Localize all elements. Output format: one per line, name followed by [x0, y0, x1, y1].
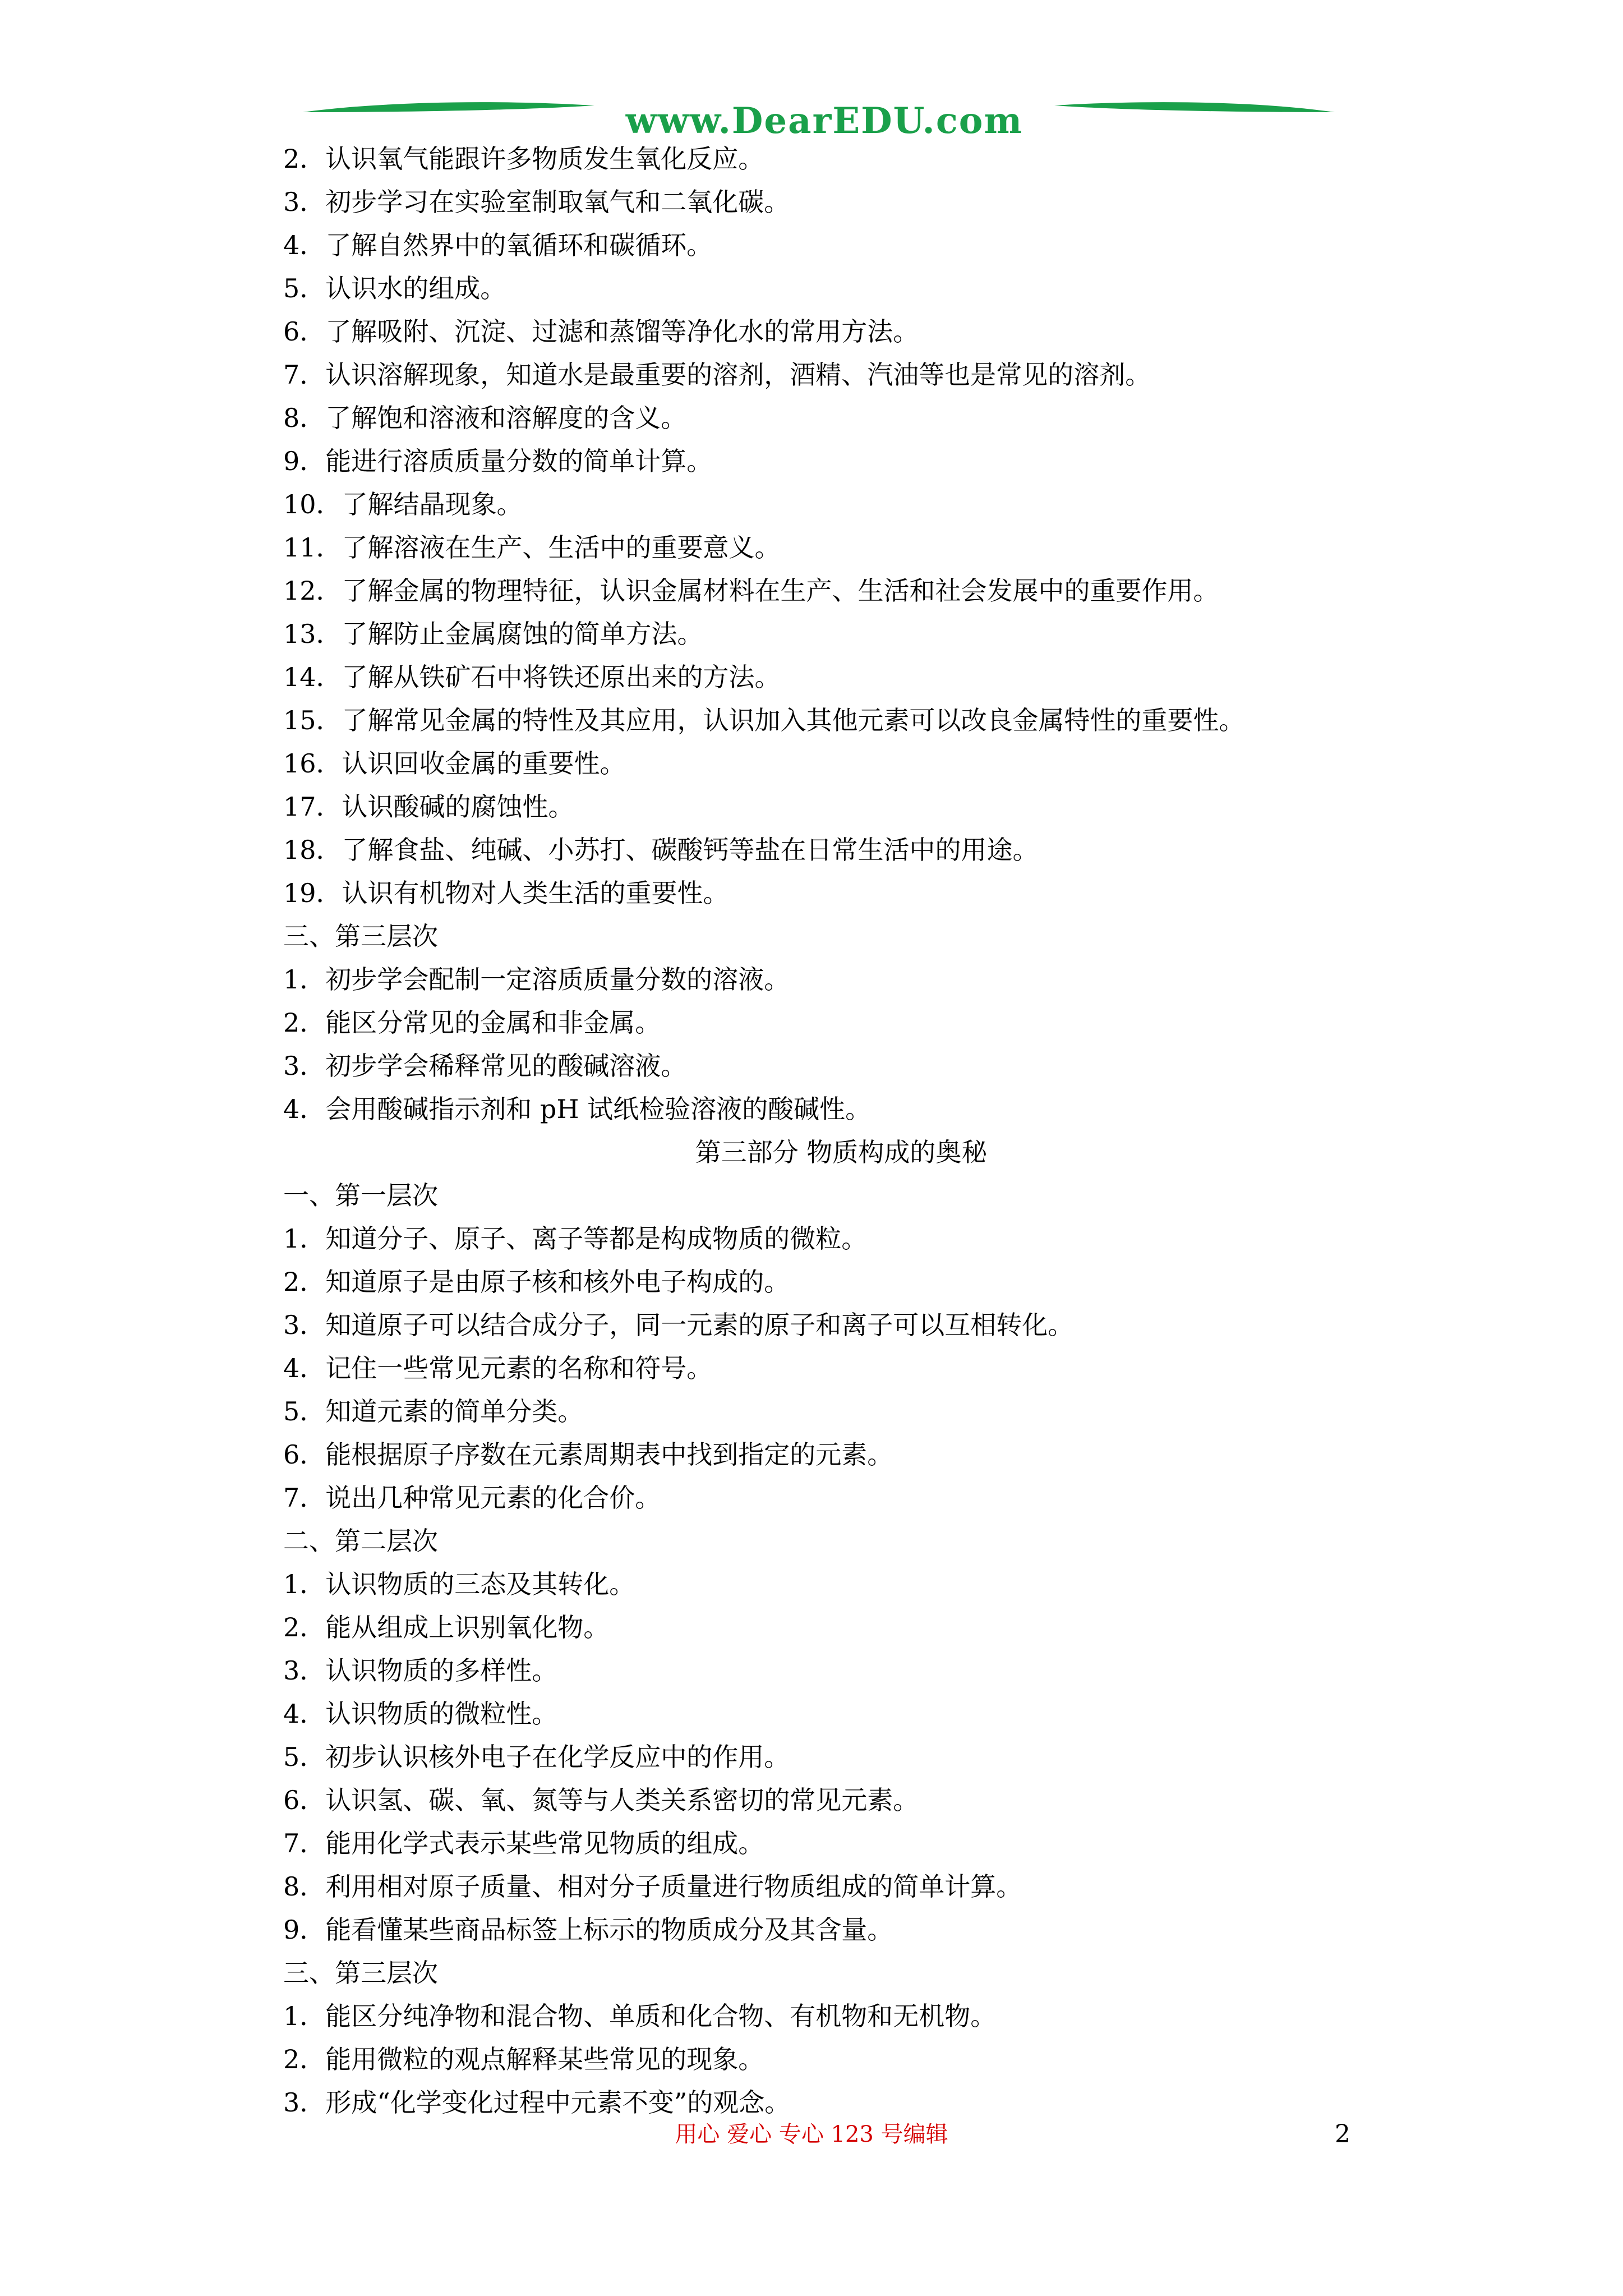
- list-item: 16．认识回收金属的重要性。: [283, 748, 626, 779]
- list-item: 2．能区分常见的金属和非金属。: [283, 1007, 661, 1038]
- list-item: 9．能进行溶质质量分数的简单计算。: [283, 446, 713, 476]
- list-item: 4．认识物质的微粒性。: [283, 1699, 558, 1729]
- list-item: 5．初步认识核外电子在化学反应中的作用。: [283, 1742, 790, 1772]
- section-heading: 三、第三层次: [283, 921, 438, 951]
- list-item: 14．了解从铁矿石中将铁还原出来的方法。: [283, 662, 781, 692]
- list-item: 2．知道原子是由原子核和核外电子构成的。: [283, 1267, 790, 1297]
- list-item: 7．说出几种常见元素的化合价。: [283, 1483, 661, 1513]
- list-item: 12．了解金属的物理特征，认识金属材料在生产、生活和社会发展中的重要作用。: [283, 576, 1219, 606]
- list-item: 3．形成“化学变化过程中元素不变”的观念。: [283, 2087, 791, 2118]
- list-item: 18．了解食盐、纯碱、小苏打、碳酸钙等盐在日常生活中的用途。: [283, 835, 1039, 865]
- list-item: 11．了解溶液在生产、生活中的重要意义。: [283, 532, 781, 563]
- list-item: 2．能从组成上识别氧化物。: [283, 1612, 610, 1642]
- list-item: 5．认识水的组成。: [283, 273, 506, 303]
- section-heading: 三、第三层次: [283, 1958, 438, 1988]
- list-item: 1．能区分纯净物和混合物、单质和化合物、有机物和无机物。: [283, 2001, 997, 2031]
- list-item: 3．初步学会稀释常见的酸碱溶液。: [283, 1051, 687, 1081]
- list-item: 4．会用酸碱指示剂和 pH 试纸检验溶液的酸碱性。: [283, 1094, 872, 1124]
- list-item: 7．认识溶解现象，知道水是最重要的溶剂，酒精、汽油等也是常见的溶剂。: [283, 360, 1151, 390]
- list-item: 6．了解吸附、沉淀、过滤和蒸馏等净化水的常用方法。: [283, 316, 919, 347]
- list-item: 15．了解常见金属的特性及其应用，认识加入其他元素可以改良金属特性的重要性。: [283, 705, 1245, 735]
- list-item: 5．知道元素的简单分类。: [283, 1396, 584, 1427]
- list-item: 19．认识有机物对人类生活的重要性。: [283, 878, 729, 908]
- section-heading: 二、第二层次: [283, 1526, 438, 1556]
- list-item: 4．了解自然界中的氧循环和碳循环。: [283, 230, 713, 260]
- list-item: 1．初步学会配制一定溶质质量分数的溶液。: [283, 964, 790, 995]
- list-item: 1．知道分子、原子、离子等都是构成物质的微粒。: [283, 1223, 868, 1254]
- list-item: 1．认识物质的三态及其转化。: [283, 1569, 635, 1599]
- part-title: 第三部分 物质构成的奥秘: [695, 1137, 988, 1167]
- list-item: 4．记住一些常见元素的名称和符号。: [283, 1353, 713, 1383]
- list-item: 9．能看懂某些商品标签上标示的物质成分及其含量。: [283, 1915, 893, 1945]
- list-item: 3．知道原子可以结合成分子，同一元素的原子和离子可以互相转化。: [283, 1310, 1074, 1340]
- section-heading: 一、第一层次: [283, 1180, 438, 1211]
- list-item: 6．能根据原子序数在元素周期表中找到指定的元素。: [283, 1439, 893, 1470]
- list-item: 3．认识物质的多样性。: [283, 1655, 558, 1686]
- page-number: 2: [1335, 2120, 1350, 2148]
- list-item: 6．认识氢、碳、氧、氮等与人类关系密切的常见元素。: [283, 1785, 919, 1815]
- list-item: 7．能用化学式表示某些常见物质的组成。: [283, 1828, 764, 1858]
- list-item: 2．认识氧气能跟许多物质发生氧化反应。: [283, 144, 764, 174]
- list-item: 8．了解饱和溶液和溶解度的含义。: [283, 403, 687, 433]
- list-item: 17．认识酸碱的腐蚀性。: [283, 792, 574, 822]
- site-logo-text[interactable]: www.DearEDU.com: [625, 100, 1023, 142]
- document-body: [283, 137, 1399, 2124]
- page-footer: [0, 2115, 1623, 2154]
- list-item: 10．了解结晶现象。: [283, 489, 523, 519]
- list-item: 3．初步学习在实验室制取氧气和二氧化碳。: [283, 187, 790, 217]
- footer-editor-note: 用心 爱心 专心 123 号编辑: [675, 2122, 948, 2147]
- list-item: 13．了解防止金属腐蚀的简单方法。: [283, 619, 703, 649]
- list-item: 2．能用微粒的观点解释某些常见的现象。: [283, 2044, 764, 2074]
- list-item: 8．利用相对原子质量、相对分子质量进行物质组成的简单计算。: [283, 1871, 1022, 1902]
